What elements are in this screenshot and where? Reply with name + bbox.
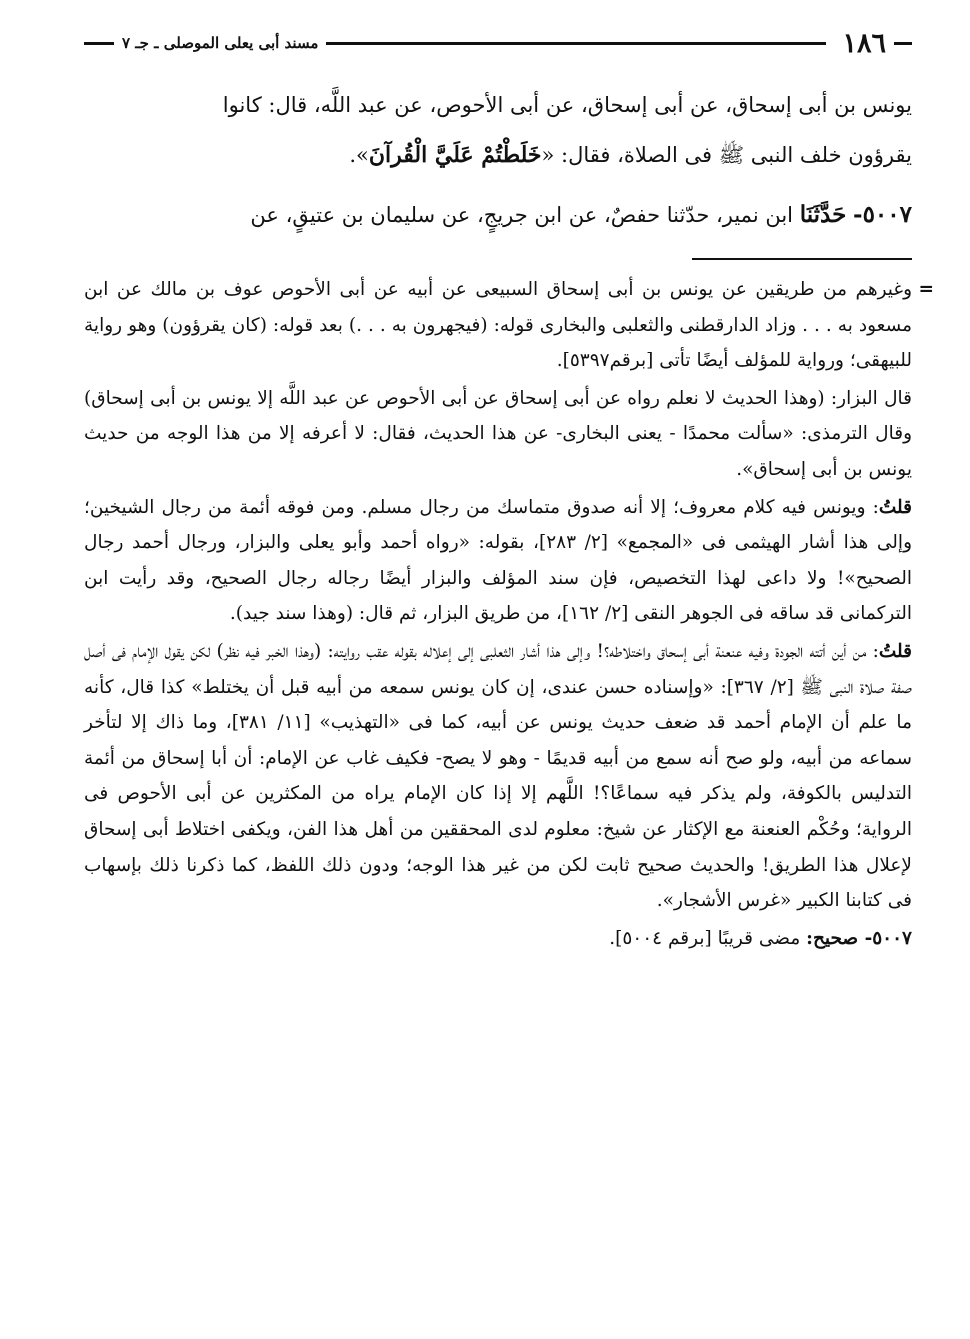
footnote-paragraph-1 — [84, 272, 934, 379]
main-line-2-post: ». — [349, 143, 369, 167]
footnote-paragraph-3 — [84, 490, 912, 632]
main-text — [84, 80, 912, 240]
page-header — [84, 26, 912, 60]
qultu-label-2: قلتُ — [878, 640, 912, 662]
footnote-text-4: : من أين أتته الجودة وفيه عنعنة أبى إسحاق واختلاطه؟! وإلى هذا أشار الثعلبى إلى إعلاله بقوله عقب روايته: (وهذا الخبر فيه نظر) لكن يقول الإمام فى أصل صفة صلاة النبى ﷺ [٢/ ٣٦٧]: «وإسناده حسن عندى، إن كان يونس سمعه من أبيه قبل أن يختلط» كذا قال، كأنه ما علم أن الإمام أحمد قد ضعف حديث يونس عن أبيه، كما فى «التهذيب» [١١/ ٣٨١]، وما ذاك إلا لتأخر سماعه من أبيه، ولو صح أنه سمع من أبيه قديمًا - وهو لا يصح- فكيف غاب عن الإمام: أن أبا إسحاق من أئمة التدليس بالكوفة، ولم يذكر فيه سماعًا؟! اللَّهم إلا إذا كان الإمام يراه من المكثرين عن أبى الأحوص فى الرواية؛ وحُكْم العنعنة مع الإكثار عن شيخ: معلوم لدى المحققين من أهل هذا الفن، ويكفى اختلاط أبى إسحاق لإعلال هذا الطريق! والحديث صحيح ثابت لكن من غير هذا الوجه؛ ودون ذلك اللفظ، كما ذكرنا ذلك بإسهاب فى كتابنا الكبير «غرس الأشجار». — [84, 640, 912, 912]
footnote-text-5: مضى قريبًا [برقم ٥٠٠٤]. — [609, 927, 807, 949]
continuation-mark: = — [918, 279, 934, 300]
page-number: ١٨٦ — [842, 27, 886, 59]
hadith-chain: ابن نمير، حدّثنا حفصٌ، عن ابن جريجٍ، عن سليمان بن عتيقٍ، عن — [250, 203, 794, 227]
hadith-dash: - — [853, 201, 863, 228]
main-line-2-pre: يقرؤون خلف النبى ﷺ فى الصلاة، فقال: « — [541, 143, 912, 167]
main-line-1: يونس بن أبى إسحاق، عن أبى إسحاق، عن أبى الأحوص، عن عبد اللَّه، قال: كانوا — [222, 93, 912, 117]
footnote-separator — [692, 258, 912, 260]
footnote-paragraph-2: قال البزار: (وهذا الحديث لا نعلم رواه عن أبى إسحاق عن أبى الأحوص عن عبد اللَّه إلا يونس بن أبى إسحاق) وقال الترمذى: «سألت محمدًا - يعنى البخارى- عن هذا الحديث، فقال: لا أعرفه إلا من هذا الوجه من حديث يونس بن أبى إسحاق». — [84, 387, 912, 480]
footnote-paragraph-4 — [84, 634, 912, 919]
hadith-heading — [84, 190, 912, 240]
main-line-2 — [84, 130, 912, 180]
footnote-text-1: وغيرهم من طريقين عن يونس بن أبى إسحاق السبيعى عن أبيه عن أبى الأحوص عوف بن مالك عن ابن مسعود به . . . وزاد الدارقطنى والثعلبى والبخارى قوله: (فيجهرون به . . .) بعد قوله: (كان يقرؤون) وهو رواية للبيهقى؛ ورواية للمؤلف أيضًا تأتى [برقم٥٣٩٧]. — [84, 279, 912, 372]
footnotes — [84, 272, 934, 958]
header-dash-right — [894, 42, 912, 45]
qultu-label-1: قلتُ — [878, 496, 912, 518]
header-dash-left — [84, 42, 114, 45]
hadith-narration-word: حَدَّثَنَا — [799, 201, 847, 228]
prophetic-quote: خَلَطْتُمْ عَلَيَّ الْقُرآنَ — [368, 142, 542, 168]
grading-label: ٥٠٠٧- صحيح: — [806, 927, 912, 949]
header-rule — [326, 42, 826, 45]
hadith-number: ٥٠٠٧ — [862, 201, 912, 228]
book-title: مسند أبى يعلى الموصلى ـ جـ ٧ — [122, 34, 319, 52]
footnote-text-3: : ويونس فيه كلام معروف؛ إلا أنه صدوق متماسك من رجال مسلم. ومن فوقه أئمة من رجال الشيخين؛ وإلى هذا أشار الهيثمى فى «المجمع» [٢/ ٢٨٣]، بقوله: «رواه أحمد وأبو يعلى والبزار، ورجال أحمد رجال الصحيح»! ولا داعى لهذا التخصيص، فإن سند المؤلف والبزار أيضًا رجاله رجال الصحيح، وقد رأيت ابن التركمانى قد ساقه فى الجوهر النقى [٢/ ١٦٢]، من طريق البزار، ثم قال: (وهذا سند جيد). — [84, 496, 912, 625]
footnote-paragraph-5 — [84, 921, 912, 957]
